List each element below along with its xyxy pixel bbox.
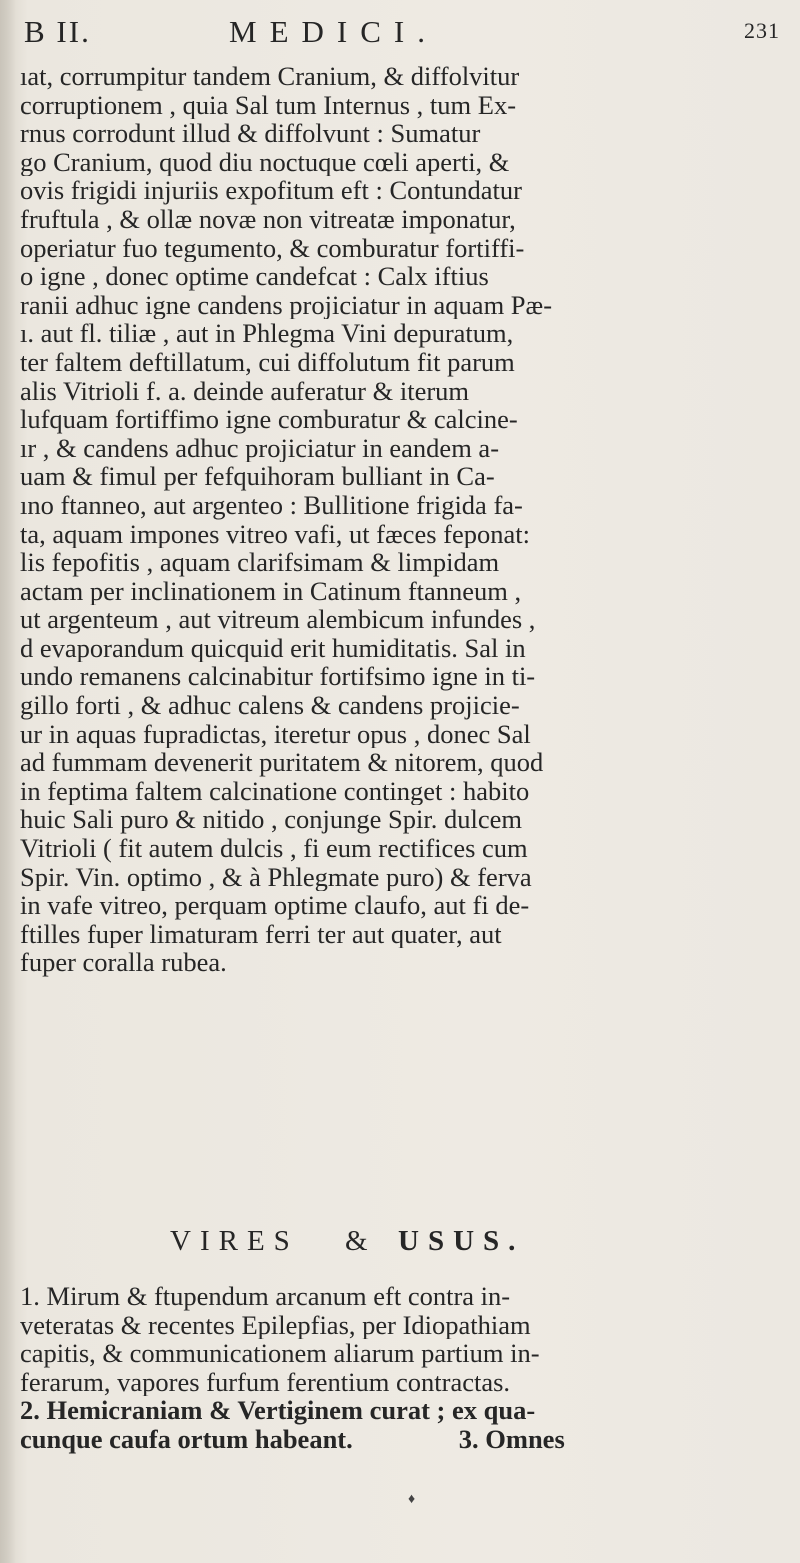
heading-ampersand: & xyxy=(345,1225,368,1257)
text-line: ur in aquas fupradictas, iteretur opus , donec Sal xyxy=(20,719,531,749)
heading-word-usus: USUS. xyxy=(398,1225,525,1257)
text-line: ranii adhuc igne candens projiciatur in aquam Pæ- xyxy=(20,290,553,320)
heading-word-vires: VIRES xyxy=(170,1225,299,1257)
text-line: actam per inclinationem in Catinum ftanneum , xyxy=(20,576,522,606)
text-line: undo remanens calcinabitur fortifsimo igne in ti- xyxy=(20,662,536,692)
uses-text-line: veteratas & recentes Epilepfias, per Idiopathiam xyxy=(20,1310,531,1340)
uses-text-block xyxy=(20,1282,800,1454)
page-number: 231 xyxy=(744,18,780,43)
text-line: alis Vitrioli f. a. deinde auferatur & iterum xyxy=(20,376,470,406)
text-line: uam & fimul per fefquihoram bulliant in Ca- xyxy=(20,462,495,491)
text-line: gillo forti , & adhuc calens & candens projicie- xyxy=(20,691,520,720)
uses-text-line: 2. Hemicraniam & Vertiginem curat ; ex qua- xyxy=(20,1396,536,1425)
text-line: ter faltem deftillatum, cui diffolutum fit parum xyxy=(20,347,515,377)
text-line: Vitrioli ( fit autem dulcis , fi eum rectifices cum xyxy=(20,834,528,863)
text-line: huic Sali puro & nitido , conjunge Spir. dulcem xyxy=(20,805,522,835)
uses-text-line: 1. Mirum & ftupendum arcanum eft contra in- xyxy=(20,1282,511,1311)
text-line: fuper coralla rubea. xyxy=(20,948,227,977)
text-line: fruftula , & ollæ novæ non vitreatæ imponatur, xyxy=(20,204,516,234)
ornament-mark: ♦ xyxy=(408,1492,416,1507)
section-heading-vires-usus xyxy=(20,1225,800,1265)
uses-text-line: cunque caufa ortum habeant. 3. Omnes xyxy=(20,1424,565,1454)
text-line: ovis frigidi injuriis expofitum eft : Contundatur xyxy=(20,176,522,205)
header-title: MEDICI. xyxy=(229,14,438,49)
text-line: o igne , donec optime candefcat : Calx iftius xyxy=(20,262,489,291)
text-line: ı. aut fl. tiliæ , aut in Phlegma Vini depuratum, xyxy=(20,319,514,348)
text-line: ta, aquam impones vitreo vafi, ut fæces feponat: xyxy=(20,519,530,549)
main-text-block xyxy=(20,62,800,977)
text-line: d evaporandum quicquid erit humiditatis. Sal in xyxy=(20,633,526,663)
text-line: in vafe vitreo, perquam optime claufo, aut fi de- xyxy=(20,891,530,920)
text-line: ut argenteum , aut vitreum alembicum infundes , xyxy=(20,605,536,634)
text-line: operiatur fuo tegumento, & comburatur fortiffi- xyxy=(20,233,525,263)
text-line: ad fummam devenerit puritatem & nitorem, quod xyxy=(20,748,544,777)
text-line: go Cranium, quod diu noctuque cœli aperti, & xyxy=(20,147,510,177)
uses-text-line: ferarum, vapores furfum ferentium contractas. xyxy=(20,1367,511,1397)
text-line: corruptionem , quia Sal tum Internus , tum Ex- xyxy=(20,90,517,120)
text-line: ıno ftanneo, aut argenteo : Bullitione frigida fa- xyxy=(20,490,523,520)
text-line: lis fepofitis , aquam clarifsimam & limpidam xyxy=(20,548,500,577)
uses-text-line: capitis, & communicationem aliarum partium in- xyxy=(20,1339,540,1368)
header-book-number: B II. xyxy=(24,14,91,49)
text-line: Spir. Vin. optimo , & à Phlegmate puro) & ferva xyxy=(20,862,532,892)
text-line: lufquam fortiffimo igne comburatur & calcine- xyxy=(20,405,518,434)
text-line: ftilles fuper limaturam ferri ter aut quater, aut xyxy=(20,919,502,949)
page-gutter-shadow xyxy=(0,0,16,1563)
text-line: ır , & candens adhuc projiciatur in eandem a- xyxy=(20,433,500,463)
text-line: in feptima faltem calcinatione continget : habito xyxy=(20,776,530,806)
running-header xyxy=(24,14,800,54)
text-line: rnus corrodunt illud & diffolvunt : Sumatur xyxy=(20,119,481,148)
text-line: ıat, corrumpitur tandem Cranium, & diffolvitur xyxy=(20,62,520,91)
